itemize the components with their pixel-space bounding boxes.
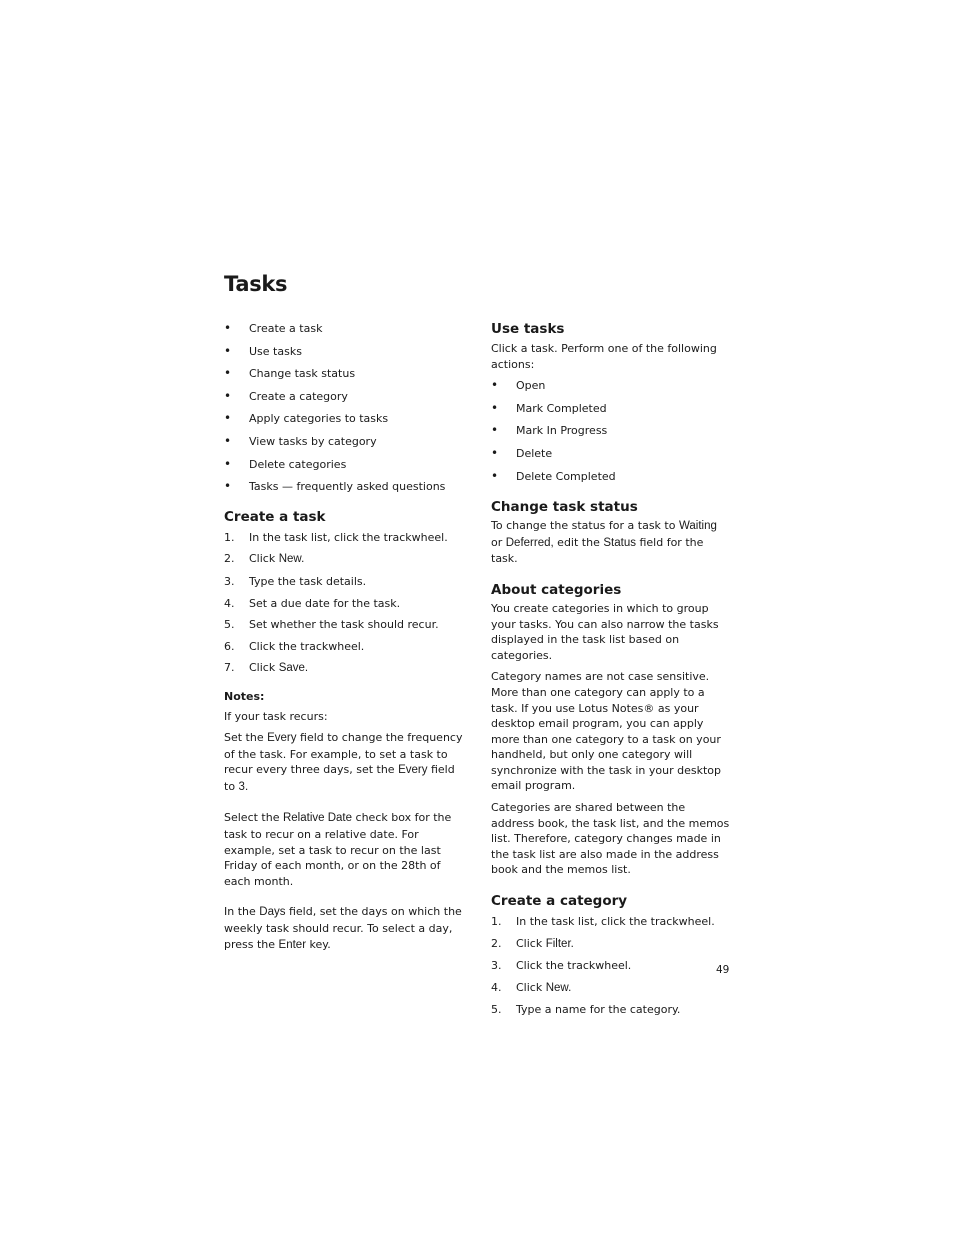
step-text: Click — [516, 980, 546, 994]
ui-term: Deferred, — [505, 536, 554, 549]
change-status-text — [491, 518, 731, 567]
step-number: 1. — [224, 530, 235, 544]
left-column — [224, 318, 464, 953]
step-number: 1. — [491, 915, 502, 929]
ui-term: Relative Date — [282, 812, 353, 825]
step-text: Click — [249, 661, 279, 675]
note-text: check box for the task to recur on a relative date. For example, set a task to recur on the last Friday of each month, or on the 28th of each month. — [224, 811, 452, 888]
create-category-steps — [491, 914, 731, 1018]
note-text: Set the — [224, 731, 268, 745]
step-item — [491, 914, 731, 930]
step-item — [491, 980, 731, 997]
step-text: Click the trackwheel. — [516, 959, 632, 973]
step-number: 5. — [491, 1003, 502, 1017]
task-actions-list — [491, 378, 731, 484]
action-item: • Delete Completed — [491, 469, 731, 485]
about-categories-paragraph: Category names are not case sensitive. More than one category can apply to a task. If you use Lotus Notes® as your desktop email program, you can apply more than one category to a task on your handheld, but only one category will synchronize with the task in your desktop email program. — [491, 670, 721, 793]
about-categories-paragraph: Categories are shared between the address book, the task list, and the memos list. Therefore, category changes made in the task list are also made in the address book and the memos list. — [491, 801, 730, 877]
topic-item: • Create a task — [224, 321, 464, 337]
ui-term: New. — [278, 553, 305, 566]
step-item — [224, 530, 464, 546]
step-number: 2. — [224, 552, 235, 566]
step-number: 2. — [491, 936, 502, 950]
step-text: Set whether the task should recur. — [249, 618, 439, 632]
step-number: 3. — [491, 959, 502, 973]
topic-item: • Change task status — [224, 366, 464, 382]
ui-term: Days — [259, 906, 286, 919]
topic-list — [224, 321, 464, 495]
note-text: field to change the frequency of the task. For example, to set a task to recur every three days, set the — [224, 731, 463, 777]
step-text: Type a name for the category. — [516, 1003, 681, 1017]
step-item — [491, 958, 731, 974]
ui-term: Every — [398, 764, 428, 777]
body-text: edit the — [553, 535, 604, 549]
step-item — [491, 1002, 731, 1018]
ui-term: Every — [267, 732, 297, 745]
action-item: • Mark In Progress — [491, 423, 731, 439]
step-number: 4. — [491, 980, 502, 994]
notes-label: Notes: — [224, 689, 265, 703]
about-categories-heading: About categories — [491, 581, 622, 598]
step-number: 3. — [224, 574, 235, 588]
action-item: • Open — [491, 378, 731, 394]
topic-item: • Delete categories — [224, 457, 464, 473]
step-item — [224, 660, 464, 677]
ui-term: Enter — [278, 938, 307, 951]
note-text: Select the — [224, 811, 283, 825]
step-text: In the task list, click the trackwheel. — [516, 915, 715, 929]
step-text: Click — [516, 936, 546, 950]
right-column — [491, 318, 731, 1018]
about-categories-paragraph: You create categories in which to group your tasks. You can also narrow the tasks displayed in the task list based on categories. — [491, 601, 719, 662]
create-category-heading: Create a category — [491, 893, 628, 910]
note-text: key. — [306, 937, 331, 951]
topic-item: • Use tasks — [224, 344, 464, 360]
step-item — [224, 617, 464, 633]
use-tasks-intro: Click a task. Perform one of the following actions: — [491, 342, 717, 371]
step-item — [491, 936, 731, 953]
step-item — [224, 639, 464, 655]
topic-item: • View tasks by category — [224, 434, 464, 450]
action-item: • Mark Completed — [491, 401, 731, 417]
use-tasks-heading: Use tasks — [491, 321, 565, 337]
step-item — [224, 551, 464, 568]
step-text: Set a due date for the task. — [249, 596, 401, 610]
action-item: • Delete — [491, 446, 731, 462]
notes-intro: If your task recurs: — [224, 709, 328, 723]
note-every — [224, 730, 464, 795]
change-status-heading: Change task status — [491, 499, 638, 516]
create-task-heading: Create a task — [224, 508, 326, 525]
note-relative-date — [224, 810, 464, 889]
step-number: 4. — [224, 596, 235, 610]
step-text: In the task list, click the trackwheel. — [249, 530, 448, 544]
ui-term: 3. — [238, 780, 249, 793]
step-number: 5. — [224, 618, 235, 632]
note-text: field to — [224, 763, 455, 793]
ui-term: New. — [545, 981, 572, 994]
ui-term: Filter. — [545, 937, 574, 950]
step-item — [224, 574, 464, 590]
note-text: In the — [224, 905, 260, 919]
step-text: Click — [249, 552, 279, 566]
note-text: field, set the days on which the weekly task should recur. To select a day, press the — [224, 905, 462, 951]
body-text: To change the status for a task to — [491, 519, 679, 533]
topic-item: • Apply categories to tasks — [224, 411, 464, 427]
note-days — [224, 904, 464, 953]
step-text: Click the trackwheel. — [249, 639, 365, 653]
page-title: Tasks — [224, 272, 288, 296]
step-number: 6. — [224, 639, 235, 653]
body-text: or — [491, 535, 506, 549]
ui-term: Status — [603, 536, 636, 549]
create-task-steps — [224, 530, 464, 677]
body-text: field for the task. — [491, 535, 704, 566]
ui-term: Save. — [278, 662, 309, 675]
page-number: 49 — [716, 964, 730, 976]
ui-term: Waiting — [678, 520, 717, 533]
step-item — [224, 596, 464, 612]
topic-item: • Create a category — [224, 389, 464, 405]
topic-item: • Tasks — frequently asked questions — [224, 479, 464, 495]
step-number: 7. — [224, 661, 235, 675]
step-text: Type the task details. — [249, 574, 367, 588]
